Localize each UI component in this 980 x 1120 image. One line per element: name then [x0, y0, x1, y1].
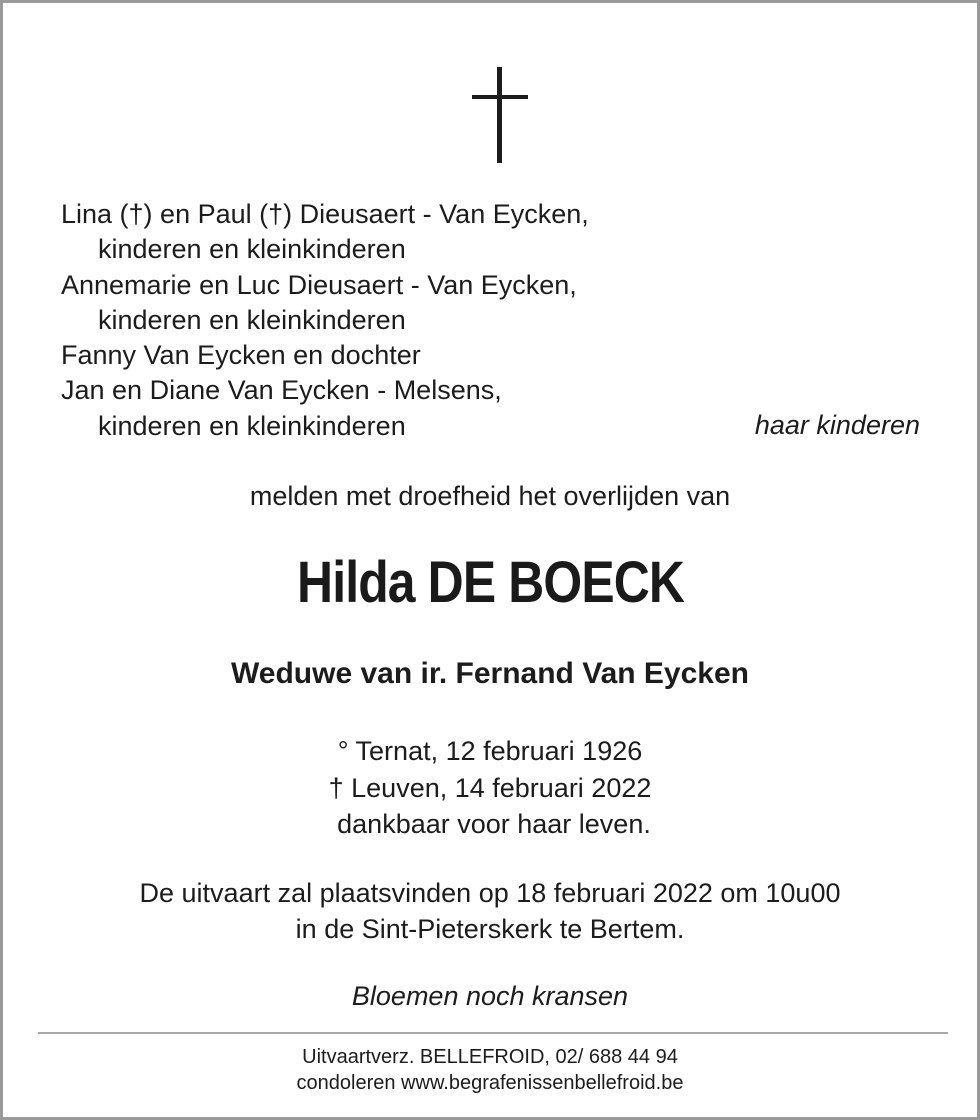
family-line: kinderen en kleinkinderen: [98, 410, 406, 441]
family-line: Jan en Diane Van Eycken - Melsens,: [61, 375, 502, 406]
gratitude-line: dankbaar voor haar leven.: [337, 809, 651, 839]
death-line: † Leuven, 14 februari 2022: [328, 772, 652, 803]
undertaker-line: Uitvaartverz. BELLEFROID, 02/ 688 44 94: [302, 1046, 678, 1068]
deceased-name: Hilda DE BOECK: [297, 550, 685, 615]
footer: [3, 1044, 977, 1096]
family-line: kinderen en kleinkinderen: [98, 304, 406, 335]
family-list: [61, 197, 921, 444]
family-line: Fanny Van Eycken en dochter: [61, 340, 421, 371]
family-line: Lina (†) en Paul (†) Dieusaert - Van Eycken,: [61, 199, 589, 229]
funeral-details: [3, 875, 977, 947]
family-line: Annemarie en Luc Dieusaert - Van Eycken,: [61, 269, 577, 300]
flowers-note: Bloemen noch kransen: [351, 981, 629, 1011]
condolences-line: condoleren www.begrafenissenbellefroid.be: [296, 1072, 684, 1094]
family-relation: haar kinderen: [754, 410, 920, 440]
funeral-line-1: De uitvaart zal plaatsvinden op 18 februari 2022 om 10u00: [139, 878, 841, 908]
spouse-line: Weduwe van ir. Fernand Van Eycken: [231, 657, 749, 690]
life-dates: [3, 733, 977, 843]
family-line: kinderen en kleinkinderen: [98, 234, 406, 265]
funeral-line-2: in de Sint-Pieterskerk te Bertem.: [295, 914, 685, 944]
cross-icon: [472, 67, 528, 163]
footer-divider: [38, 1032, 948, 1034]
birth-line: ° Ternat, 12 februari 1926: [337, 736, 643, 766]
announcement-text: melden met droefheid het overlijden van: [249, 481, 731, 511]
